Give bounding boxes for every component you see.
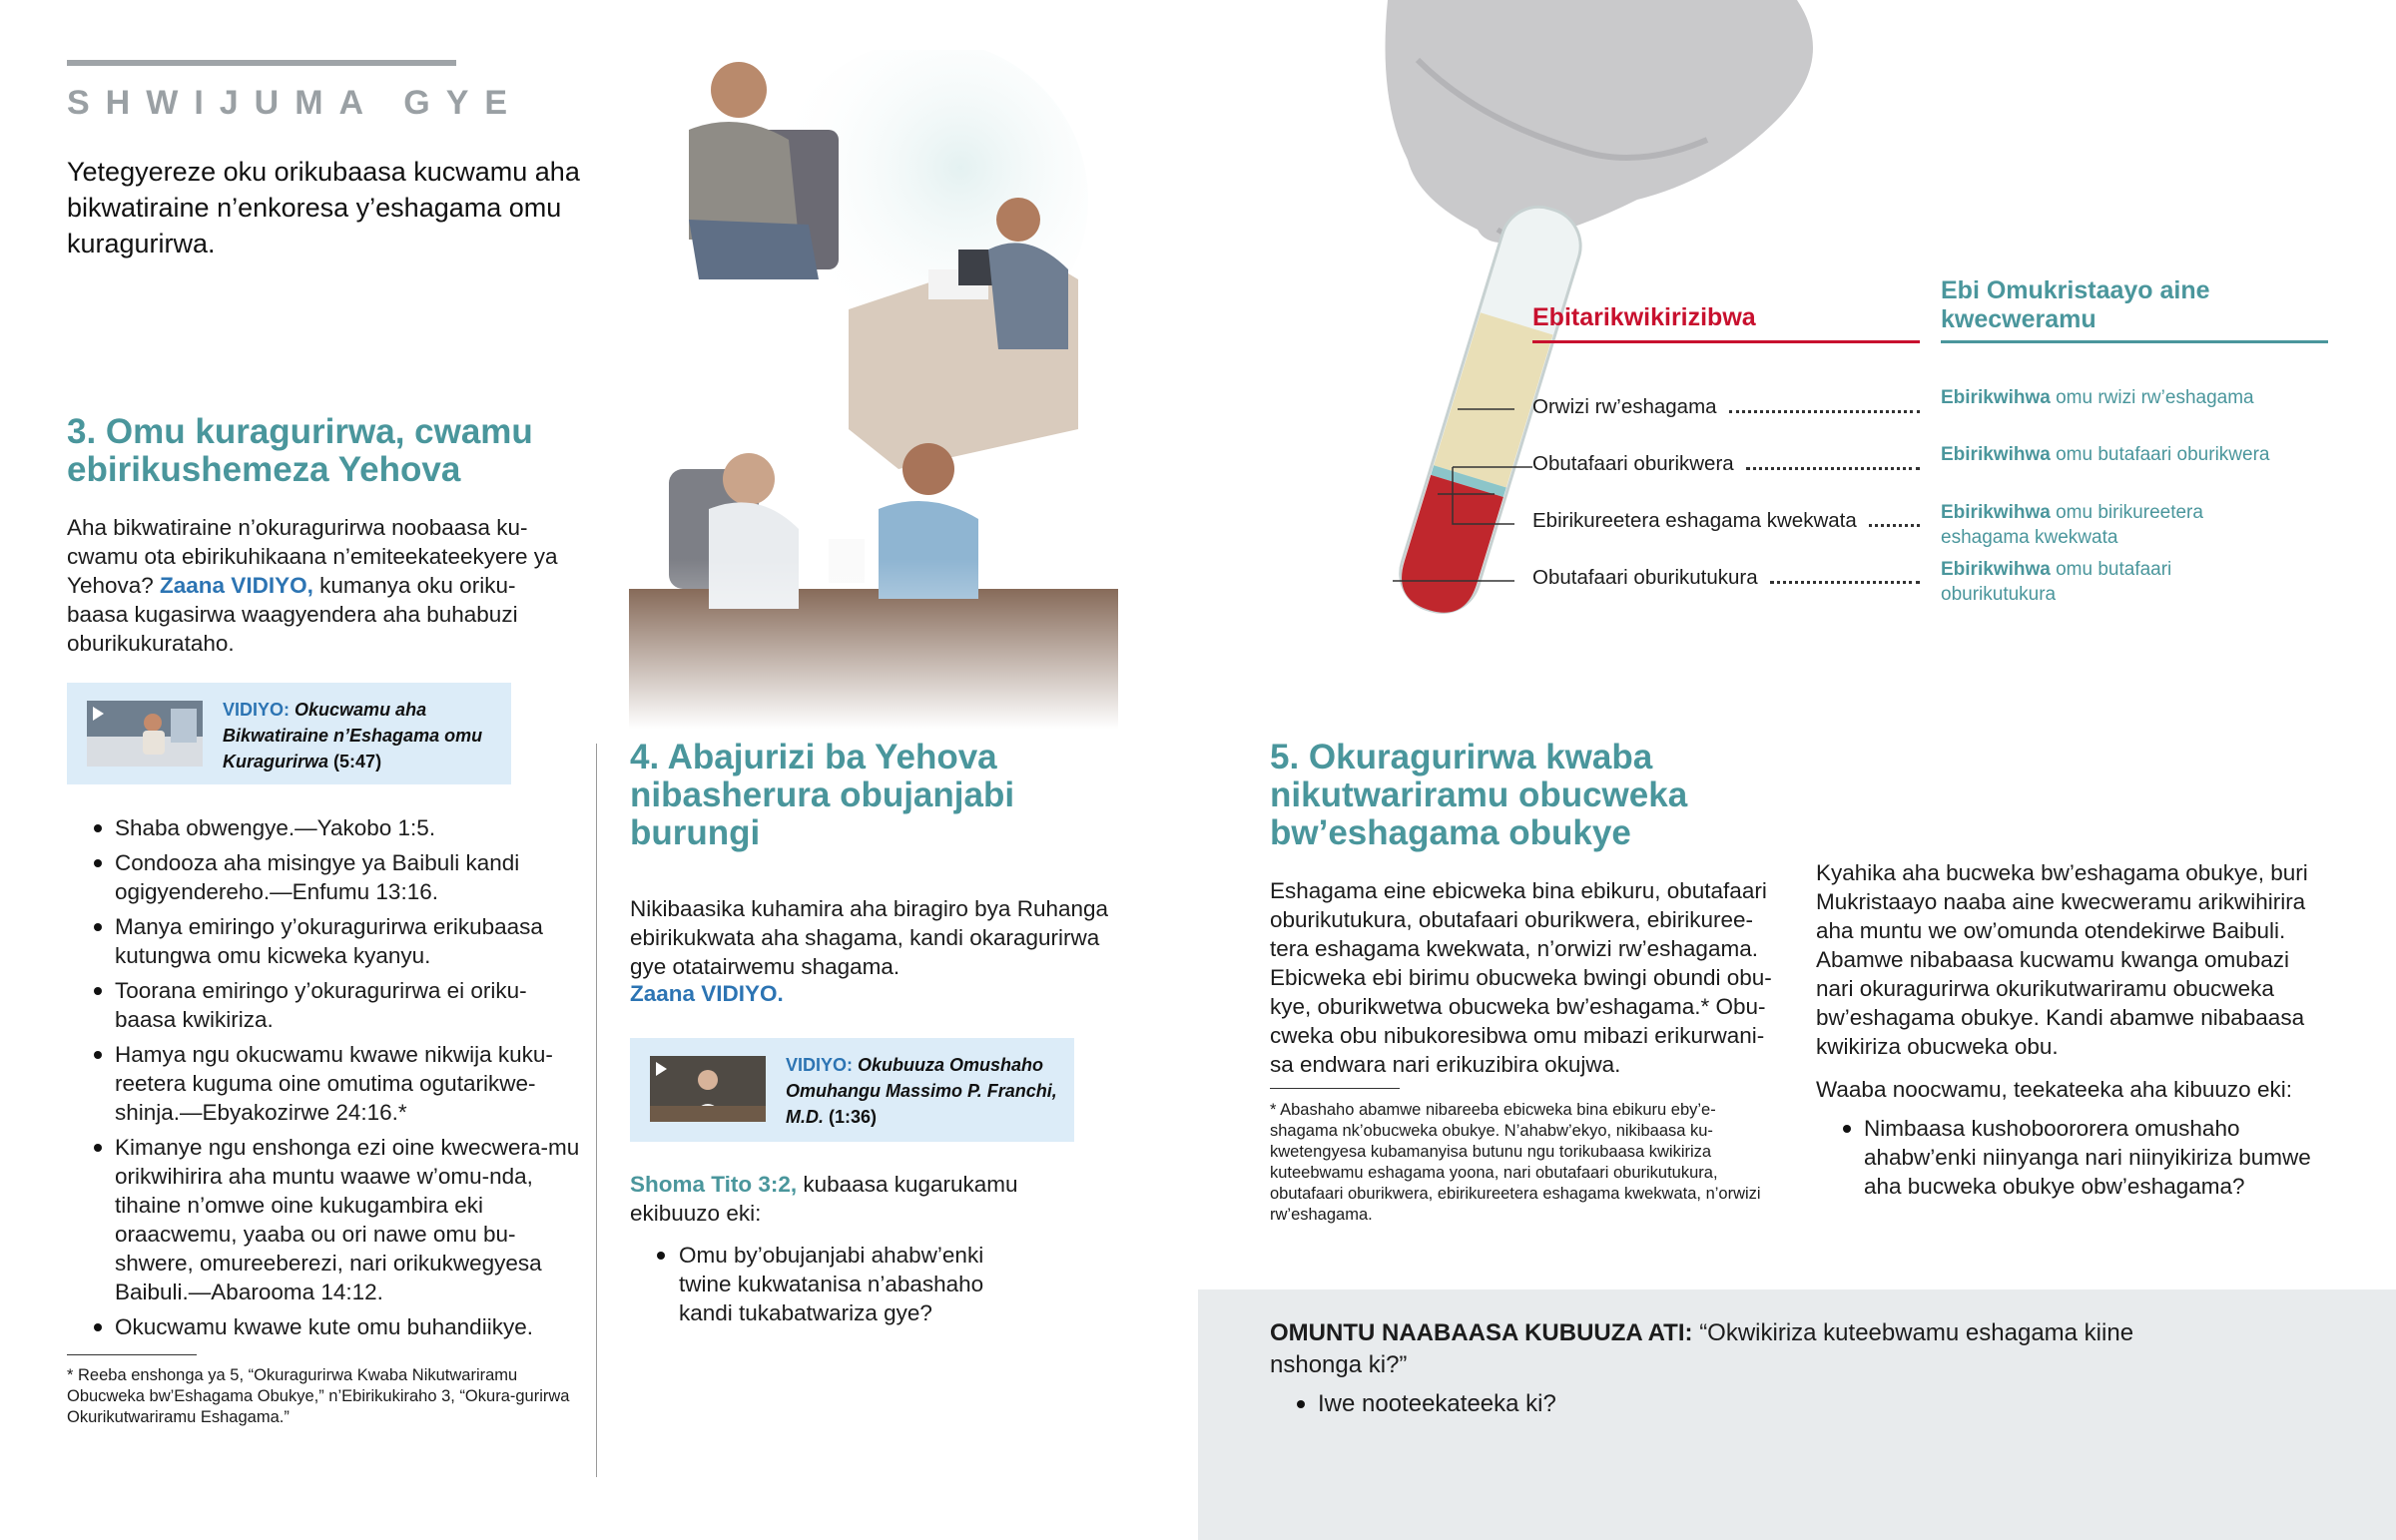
footnote-1: * Reeba enshonga ya 5, “Okuragurirwa Kwaba Nikutwariramu Obucweka bw’Eshagama Obukye,” n’Ebirikukiraho 3, “Okura-gurirwa Okurikutwariramu Eshagama.” (67, 1366, 570, 1426)
video-caption (223, 697, 502, 774)
video-duration: (1:36) (829, 1107, 878, 1127)
video-card-1[interactable] (67, 683, 511, 784)
video-title: Okubuuza Omushaho Omuhangu Massimo P. Franchi, M.D. (786, 1055, 1057, 1127)
play-icon (93, 707, 104, 721)
section-3-bullet-list (67, 813, 586, 1347)
leader-dots (1729, 410, 1920, 413)
column-divider (596, 744, 597, 1477)
christian-item-white-cells (1941, 442, 2270, 467)
someone-may-ask-text: “Okwikiriza kuteebwamu eshagama kiine nshonga ki?” (1270, 1319, 2134, 1378)
section-kicker: SHWIJUMA GYE (67, 84, 524, 122)
christian-decision-header: Ebi Omukristaayo aine kwecweramu (1941, 276, 2210, 333)
video-caption (786, 1052, 1065, 1130)
section-5-body-2: Kyahika aha bucweka bw’eshagama obukye, buri Mukristaayo naaba aine kwecweramu arikwihirira aha muntu we ow’omunda otendekirwe Baibuli. Abamwe nibabaasa kucwamu kwanga omubazi nari okuragurirwa okurikutwariramu obucweka bw’eshagama obukye. Kandi abamwe nibabaasa kwikiriza obucweka obu. (1816, 860, 2308, 1059)
list-item: Kimanye ngu enshonga ezi oine kwecwera-mu orikwihirira aha muntu waawe w’omu-nda, tihaine n’omwe oine kukugambira eki oraacwemu, yaaba ou ori nawe omu bu-shwere, omureeberezi, nari orikukwegyesa Baibuli.—Abarooma 14:12. (67, 1133, 586, 1306)
christian-item-text: omu butafaari oburikutukura (1941, 559, 2172, 605)
section-4-bullet-list (630, 1241, 1029, 1333)
section-3-body (67, 513, 566, 658)
section-5-title: 5. Okuragurirwa kwaba nikutwariramu obucweka bw’eshagama obukye (1270, 738, 1688, 852)
scripture-link[interactable]: Shoma Tito 3:2, (630, 1172, 798, 1197)
someone-may-ask-list (1270, 1389, 1869, 1424)
christian-item-bold: Ebirikwihwa (1941, 502, 2051, 523)
list-item: Condooza aha misingye ya Baibuli kandi ogigyendereho.—Enfumu 13:16. (67, 848, 586, 906)
list-item: Okucwamu kwawe kute omu buhandiikye. (67, 1312, 586, 1341)
fraction-row-red-cells (1532, 566, 1920, 590)
top-rule (67, 60, 456, 66)
list-item: Hamya ngu okucwamu kwawe nikwija kuku-reetera kuguma oine omutima ogutarikwe-shinja.—Ebyakozirwe 24:16.* (67, 1040, 586, 1127)
christian-rule (1941, 340, 2328, 343)
fraction-label: Obutafaari oburikutukura (1532, 566, 1758, 589)
leader-dots (1869, 524, 1920, 527)
counseling-illustration-art (629, 50, 1118, 729)
fraction-row-platelets (1532, 509, 1920, 533)
christian-item-bold: Ebirikwihwa (1941, 444, 2051, 465)
list-item: Omu by’obujanjabi ahabw’enki twine kukwatanisa n’abashaho kandi tukabatwariza gye? (630, 1241, 1029, 1327)
video-thumbnail[interactable] (87, 701, 203, 767)
section-5-consider: Waaba noocwamu, teekateeka aha kibuuzo eki: (1816, 1077, 2292, 1102)
fraction-label: Obutafaari oburikwera (1532, 452, 1734, 475)
fraction-row-plasma (1532, 395, 1920, 419)
play-icon (656, 1062, 667, 1076)
christian-item-text: omu butafaari oburikwera (2056, 444, 2270, 465)
christian-item-text: omu birikureetera eshagama kwekwata (1941, 502, 2203, 548)
intro-text: Yetegyereze oku orikubaasa kucwamu aha bikwatiraine n’enkoresa y’eshagama omu kuragurirwa. (67, 157, 580, 258)
footnote-rule (67, 1354, 197, 1355)
study-prompt-text: kubaasa kugarukamu ekibuuzo eki: (630, 1172, 1018, 1226)
unacceptable-rule (1532, 340, 1920, 343)
section-4-title: 4. Abajurizi ba Yehova nibasherura obujanjabi burungi (630, 738, 1015, 852)
someone-may-ask-question (1270, 1317, 2168, 1381)
video-label: VIDIYO: (786, 1055, 854, 1075)
list-item: Shaba obwengye.—Yakobo 1:5. (67, 813, 586, 842)
fraction-label: Orwizi rw’eshagama (1532, 395, 1717, 418)
footnote-rule (1270, 1088, 1400, 1089)
section-3-body-text: Aha bikwatiraine n’okuragurirwa noobaasa ku-cwamu ota ebirikuhikaana n’emiteekateekyere ya Yehova? (67, 515, 558, 598)
christian-item-platelets (1941, 500, 2270, 550)
video-label: VIDIYO: (223, 700, 291, 720)
christian-item-bold: Ebirikwihwa (1941, 387, 2051, 408)
video-title: Okucwamu aha Bikwatiraine n’Eshagama omu Kuragurirwa (223, 700, 483, 771)
section-3-title: 3. Omu kuragurirwa, cwamu ebirikushemeza Yehova (67, 412, 533, 489)
unacceptable-header: Ebitarikwikirizibwa (1532, 303, 1756, 331)
watch-video-link[interactable]: Zaana VIDIYO, (160, 573, 313, 598)
video-card-2[interactable] (630, 1038, 1074, 1142)
watch-video-link-2[interactable]: Zaana VIDIYO. (630, 981, 784, 1006)
video-thumbnail-image (87, 701, 203, 767)
someone-may-ask-lead: OMUNTU NAABAASA KUBUUZA ATI: (1270, 1319, 1693, 1346)
fraction-label: Ebirikureetera eshagama kwekwata (1532, 509, 1857, 532)
video-thumbnail-image (650, 1056, 766, 1122)
list-item: Nimbaasa kushoboororera omushaho ahabw’enki niinyanga nari niinyikiriza bumwe aha bucweka obukye obw’eshagama? (1816, 1114, 2315, 1201)
list-item: Iwe nooteekateeka ki? (1270, 1389, 1869, 1418)
christian-item-red-cells (1941, 557, 2270, 607)
fraction-row-white-cells (1532, 452, 1920, 476)
leader-dots (1746, 467, 1920, 470)
christian-item-bold: Ebirikwihwa (1941, 559, 2051, 580)
list-item: Toorana emiringo y’okuragurirwa ei oriku-baasa kwikiriza. (67, 976, 586, 1034)
video-thumbnail[interactable] (650, 1056, 766, 1122)
footnote-2: * Abashaho abamwe nibareeba ebicweka bina ebikuru eby’e-shagama nk’obucweka obukye. N’ahabw’ekyo, nikibaasa ku-kwetengyesa kubamanyisa butunu ngu torikubaasa kwikiriza kuteebwamu eshagama yoona, nari obutafaari oburikutukura, obutafaari oburikwera, ebirikureetera eshagama kwekwata, n’orwizi rw’eshagama. (1270, 1101, 1761, 1224)
list-item: Manya emiringo y’okuragurirwa erikubaasa kutungwa omu kicweka kyanyu. (67, 912, 586, 970)
section-4-body: Nikibaasika kuhamira aha biragiro bya Ruhanga ebirikukwata aha shagama, kandi okaragurirwa gye otatairwemu shagama. (630, 896, 1109, 979)
section-5-body: Eshagama eine ebicweka bina ebikuru, obutafaari oburikutukura, obutafaari oburikwera, ebirikuree-tera eshagama kwekwata, n’orwizi rw’eshagama. Ebicweka ebi birimu obucweka bwingi obundi obu-kye, oburikwetwa obucweka bw’eshagama.* Obu-cweka obu nibukoresibwa omu mibazi erikurwani-sa endwara nari erikuzibira okujwa. (1270, 878, 1772, 1077)
christian-item-text: omu rwizi rw’eshagama (2056, 387, 2254, 408)
section-3-body-after: kumanya oku oriku-baasa kugasirwa waagyendera aha buhabuzi oburikukurataho. (67, 573, 518, 656)
christian-item-plasma (1941, 385, 2270, 410)
counseling-illustration (629, 50, 1118, 729)
video-duration: (5:47) (333, 752, 382, 771)
leader-dots (1770, 581, 1920, 584)
study-prompt (630, 1170, 1079, 1228)
section-5-bullet-list (1816, 1114, 2315, 1207)
